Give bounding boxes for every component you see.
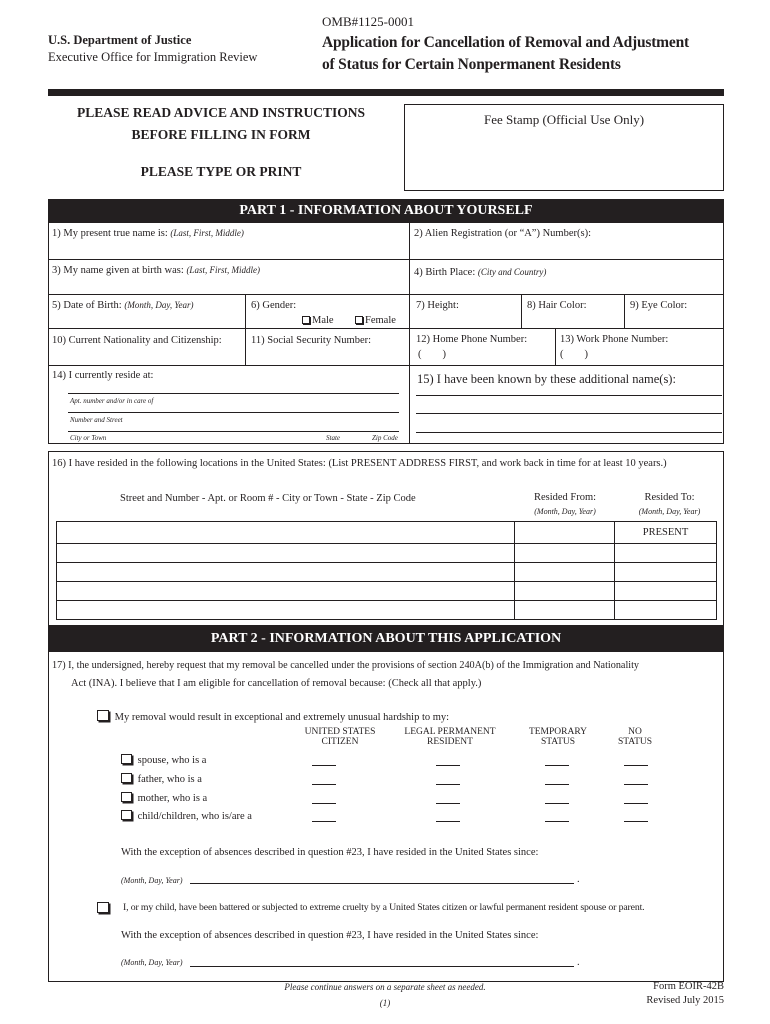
from-date-hint: (Month, Day, Year) <box>534 507 596 516</box>
table-row <box>57 563 717 582</box>
status-blank[interactable] <box>624 803 648 804</box>
q14-label: 14) I currently reside at: <box>52 370 154 381</box>
present-label: PRESENT <box>642 527 689 538</box>
street-hint: Number and Street <box>70 416 123 424</box>
q2-field[interactable] <box>412 242 722 258</box>
battered-label: I, or my child, have been battered or subjected to extreme cruelty by a United States citizen or lawful permanent resident spouse or parent. <box>123 902 645 913</box>
absences-text-1: With the exception of absences described in question #23, I have resided in the United States since: <box>121 847 539 858</box>
city-hint: City or Town <box>70 434 107 442</box>
status-blank[interactable] <box>436 784 460 785</box>
state-hint: State <box>326 434 340 442</box>
col-header-no-status: NO STATUS <box>617 727 653 747</box>
mdy-hint-1: (Month, Day, Year) <box>121 876 183 885</box>
relative-spouse[interactable] <box>121 754 206 768</box>
q13-label: 13) Work Phone Number: <box>560 334 669 345</box>
q4-field[interactable] <box>412 280 722 293</box>
alias-line-2[interactable] <box>416 413 722 414</box>
male-checkbox[interactable] <box>302 316 310 324</box>
resided-to-header: Resided To: <box>644 492 695 503</box>
mdy-hint-2: (Month, Day, Year) <box>121 958 183 967</box>
q3-field[interactable] <box>50 278 407 293</box>
q7-label: 7) Height: <box>416 300 459 311</box>
form-title-line1: Application for Cancellation of Removal and Adjustment <box>322 34 689 51</box>
hardship-option[interactable]: My removal would result in exceptional and extremely unusual hardship to my: <box>97 710 449 725</box>
q12-label: 12) Home Phone Number: <box>416 334 528 345</box>
office: Executive Office for Immigration Review <box>48 50 258 64</box>
relative-label: child/children, who is/are a <box>137 811 252 822</box>
q17-line2: Act (INA). I believe that I am eligible for cancellation of removal because: (Check all that apply.) <box>71 678 482 689</box>
continue-note: Please continue answers on a separate sheet as needed. <box>284 982 486 992</box>
battered-option[interactable] <box>97 899 112 917</box>
spouse-checkbox[interactable] <box>121 754 132 764</box>
q17-line1: 17) I, the undersigned, hereby request that my removal be cancelled under the provisions of section 240A(b) of the Immigration and Nationality <box>52 660 640 671</box>
resided-from-header: Resided From: <box>533 492 597 503</box>
absences-text-2: With the exception of absences described in question #23, I have resided in the United States since: <box>121 930 539 941</box>
alias-line-3[interactable] <box>416 432 722 433</box>
status-blank[interactable] <box>624 821 648 822</box>
table-row <box>57 522 717 544</box>
department: U.S. Department of Justice <box>48 33 192 47</box>
form-title-line2: of Status for Certain Nonpermanent Residents <box>322 56 621 73</box>
relative-label: father, who is a <box>137 774 202 785</box>
q13-area-code[interactable]: ( ) <box>560 349 588 360</box>
status-blank[interactable] <box>312 803 336 804</box>
status-blank[interactable] <box>545 803 569 804</box>
advice-line1: PLEASE READ ADVICE AND INSTRUCTIONS <box>76 105 366 120</box>
q10-label: 10) Current Nationality and Citizenship: <box>52 335 222 346</box>
q5-label: 5) Date of Birth: (Month, Day, Year) <box>52 300 194 311</box>
gender-female-option[interactable]: Female <box>355 315 396 328</box>
relative-mother[interactable] <box>121 792 207 806</box>
to-date-hint: (Month, Day, Year) <box>638 507 701 516</box>
residence-table <box>56 521 717 620</box>
status-blank[interactable] <box>312 821 336 822</box>
q11-label: 11) Social Security Number: <box>251 335 372 346</box>
col-header-temporary: TEMPORARY STATUS <box>528 727 588 747</box>
mother-checkbox[interactable] <box>121 792 132 802</box>
form-id: Form EOIR-42B <box>653 981 724 992</box>
status-blank[interactable] <box>624 765 648 766</box>
address-line-2[interactable] <box>68 412 399 413</box>
since-date-line-1[interactable] <box>190 883 574 884</box>
advice-line2: BEFORE FILLING IN FORM <box>131 127 311 142</box>
female-checkbox[interactable] <box>355 316 363 324</box>
children-checkbox[interactable] <box>121 810 132 820</box>
table-row <box>57 582 717 601</box>
relative-father[interactable] <box>121 773 202 787</box>
since-date-line-2[interactable] <box>190 966 574 967</box>
gender-male-option[interactable]: Male <box>302 315 334 328</box>
q8-label: 8) Hair Color: <box>527 300 587 311</box>
q16-label: 16) I have resided in the following locations in the United States: (List PRESENT ADDRESS FIRST, and work back in time for at least 10 years.) <box>52 458 667 469</box>
fee-stamp-label: Fee Stamp (Official Use Only) <box>483 112 645 127</box>
from-cell[interactable] <box>515 522 615 544</box>
table-row <box>57 601 717 620</box>
address-cell[interactable] <box>57 522 515 544</box>
q3-label: 3) My name given at birth was: (Last, First, Middle) <box>52 265 260 276</box>
part1-header: PART 1 - INFORMATION ABOUT YOURSELF <box>48 199 724 223</box>
relative-children[interactable] <box>121 810 252 824</box>
header-rule <box>48 89 724 96</box>
alias-line-1[interactable] <box>416 395 722 396</box>
status-blank[interactable] <box>312 765 336 766</box>
q15-label: 15) I have been known by these additional name(s): <box>417 372 676 386</box>
page-number: (1) <box>379 998 391 1008</box>
advice-line3: PLEASE TYPE OR PRINT <box>140 164 302 179</box>
address-line-1[interactable] <box>68 393 399 394</box>
status-blank[interactable] <box>545 765 569 766</box>
battered-checkbox[interactable] <box>97 902 109 913</box>
status-blank[interactable] <box>436 803 460 804</box>
status-blank[interactable] <box>624 784 648 785</box>
col-header-lpr: LEGAL PERMANENT RESIDENT <box>404 727 496 747</box>
q4-label: 4) Birth Place: (City and Country) <box>414 267 547 278</box>
fee-stamp-box <box>404 104 724 191</box>
to-cell <box>615 522 717 544</box>
omb-number: OMB#1125-0001 <box>322 14 414 29</box>
status-blank[interactable] <box>312 784 336 785</box>
revision-date: Revised July 2015 <box>646 995 724 1006</box>
q12-area-code[interactable]: ( ) <box>418 349 446 360</box>
q2-label: 2) Alien Registration (or “A”) Number(s): <box>414 228 591 239</box>
father-checkbox[interactable] <box>121 773 132 783</box>
q9-label: 9) Eye Color: <box>630 300 688 311</box>
residence-address-header: Street and Number - Apt. or Room # - City or Town - State - Zip Code <box>120 493 416 504</box>
q1-label: 1) My present true name is: (Last, First, Middle) <box>52 228 244 239</box>
q1-field[interactable] <box>50 242 407 258</box>
hardship-checkbox[interactable] <box>97 710 109 721</box>
col-header-usc: UNITED STATES CITIZEN <box>304 727 376 747</box>
zip-hint: Zip Code <box>372 434 398 442</box>
status-blank[interactable] <box>436 821 460 822</box>
apt-hint: Apt. number and/or in care of <box>70 397 154 405</box>
relative-label: mother, who is a <box>137 793 208 804</box>
table-row <box>57 544 717 563</box>
address-line-3[interactable] <box>68 431 399 432</box>
status-blank[interactable] <box>545 784 569 785</box>
q6-label: 6) Gender: <box>251 300 297 311</box>
status-blank[interactable] <box>436 765 460 766</box>
status-blank[interactable] <box>545 821 569 822</box>
relative-label: spouse, who is a <box>137 755 207 766</box>
part2-header: PART 2 - INFORMATION ABOUT THIS APPLICATION <box>48 626 724 652</box>
